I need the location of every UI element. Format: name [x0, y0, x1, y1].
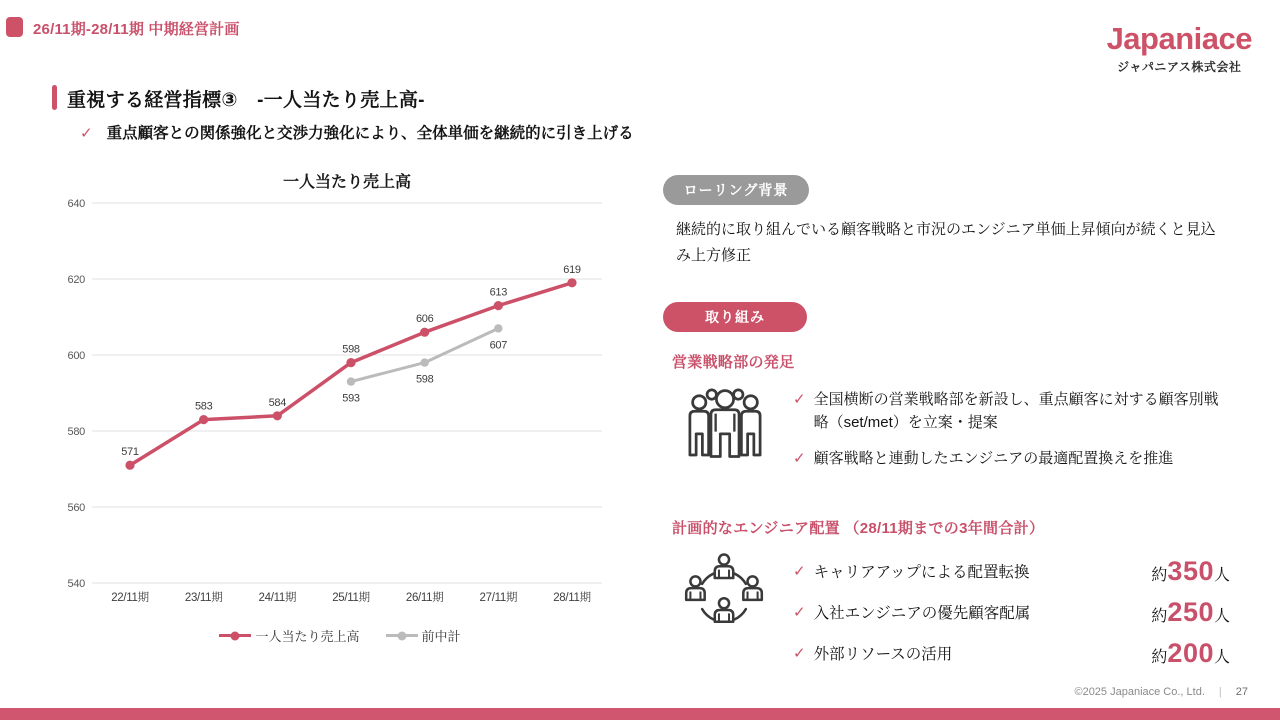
check-icon: ✓ [793, 604, 806, 621]
sales-per-person-chart [60, 165, 620, 645]
svg-text:26/11期: 26/11期 [405, 592, 444, 604]
footer-separator: | [1218, 686, 1222, 698]
bullet-text: 顧客戦略と連動したエンジニアの最適配置換えを推進 [813, 449, 1174, 467]
rolling-background-badge: ローリング背景 [663, 175, 809, 205]
svg-text:571: 571 [121, 446, 139, 459]
allocation-row [793, 597, 1230, 627]
summary-line [80, 121, 634, 143]
allocation-label: 外部リソースの活用 [813, 646, 953, 663]
footer [1074, 686, 1248, 698]
allocation-value: 約 200 人 [1151, 637, 1230, 668]
legend-label: 前中計 [421, 629, 461, 644]
people-rotation-icon [682, 548, 766, 640]
section2-rows [793, 556, 1230, 679]
svg-text:598: 598 [342, 343, 360, 356]
svg-text:593: 593 [342, 392, 360, 405]
allocation-row [793, 556, 1230, 586]
page-number: 27 [1235, 686, 1248, 698]
allocation-value: 約 250 人 [1151, 596, 1230, 627]
allocation-value: 約 350 人 [1151, 555, 1230, 586]
svg-text:606: 606 [415, 313, 434, 326]
svg-text:598: 598 [415, 373, 434, 386]
people-group-icon [686, 384, 764, 462]
allocation-row [793, 638, 1230, 668]
section1-bullets [793, 388, 1229, 482]
svg-text:25/11期: 25/11期 [332, 592, 370, 604]
legend-swatch-icon [386, 634, 418, 637]
section1-heading: 営業戦略部の発足 [672, 354, 795, 371]
allocation-label: 入社エンジニアの優先顧客配属 [813, 605, 1031, 622]
check-icon: ✓ [793, 391, 806, 408]
svg-text:一人当たり売上高: 一人当たり売上高 [282, 174, 412, 191]
svg-text:580: 580 [67, 426, 85, 438]
svg-text:600: 600 [67, 350, 85, 362]
svg-text:27/11期: 27/11期 [479, 592, 518, 604]
check-icon: ✓ [80, 125, 93, 142]
svg-text:640: 640 [67, 198, 85, 210]
rolling-background-text: 継続的に取り組んでいる顧客戦略と市況のエンジニア単価上昇傾向が続くと見込み上方修正 [676, 221, 1216, 265]
svg-text:22/11期: 22/11期 [111, 592, 149, 604]
legend-label: 一人当たり売上高 [255, 629, 360, 644]
legend-item [219, 626, 359, 645]
bullet-text: 全国横断の営業戦略部を新設し、重点顧客に対する顧客別戦略（set/met）を立案・提案 [813, 391, 1219, 432]
section2-heading: 計画的なエンジニア配置 （28/11期までの3年間合計） [672, 520, 1045, 537]
initiatives-badge: 取り組み [663, 302, 807, 332]
svg-text:583: 583 [194, 400, 213, 413]
bottom-accent-bar [0, 708, 1280, 720]
svg-text:540: 540 [67, 578, 85, 590]
bullet-item [793, 388, 1229, 435]
legend-item [386, 626, 461, 645]
svg-text:619: 619 [563, 263, 581, 276]
svg-text:613: 613 [489, 286, 508, 299]
presentation-subtitle: 26/11期-28/11期 中期経営計画 [33, 21, 240, 38]
svg-text:607: 607 [489, 339, 508, 352]
bullet-item [793, 447, 1229, 470]
svg-text:620: 620 [67, 274, 85, 286]
page-title: 重視する経営指標③ -一人当たり売上高- [67, 90, 425, 111]
check-icon: ✓ [793, 645, 806, 662]
check-icon: ✓ [793, 449, 806, 467]
company-logo: Japaniace [1106, 21, 1252, 56]
svg-text:584: 584 [268, 396, 287, 409]
legend-swatch-icon [219, 634, 251, 637]
line-chart [60, 165, 620, 615]
logo-block [1107, 22, 1252, 75]
chart-legend [60, 626, 620, 645]
svg-text:28/11期: 28/11期 [553, 592, 591, 604]
svg-text:24/11期: 24/11期 [258, 592, 297, 604]
svg-text:23/11期: 23/11期 [184, 592, 223, 604]
svg-text:560: 560 [67, 502, 85, 514]
allocation-label: キャリアアップによる配置転換 [813, 564, 1030, 581]
header-accent-square-icon [6, 17, 23, 37]
check-icon: ✓ [793, 563, 806, 580]
summary-text: 重点顧客との関係強化と交渉力強化により、全体単価を継続的に引き上げる [106, 125, 634, 142]
company-name: ジャパニアス株式会社 [1117, 60, 1242, 75]
copyright-text: ©2025 Japaniace Co., Ltd. [1074, 686, 1205, 698]
title-accent-bar-icon [52, 85, 57, 110]
